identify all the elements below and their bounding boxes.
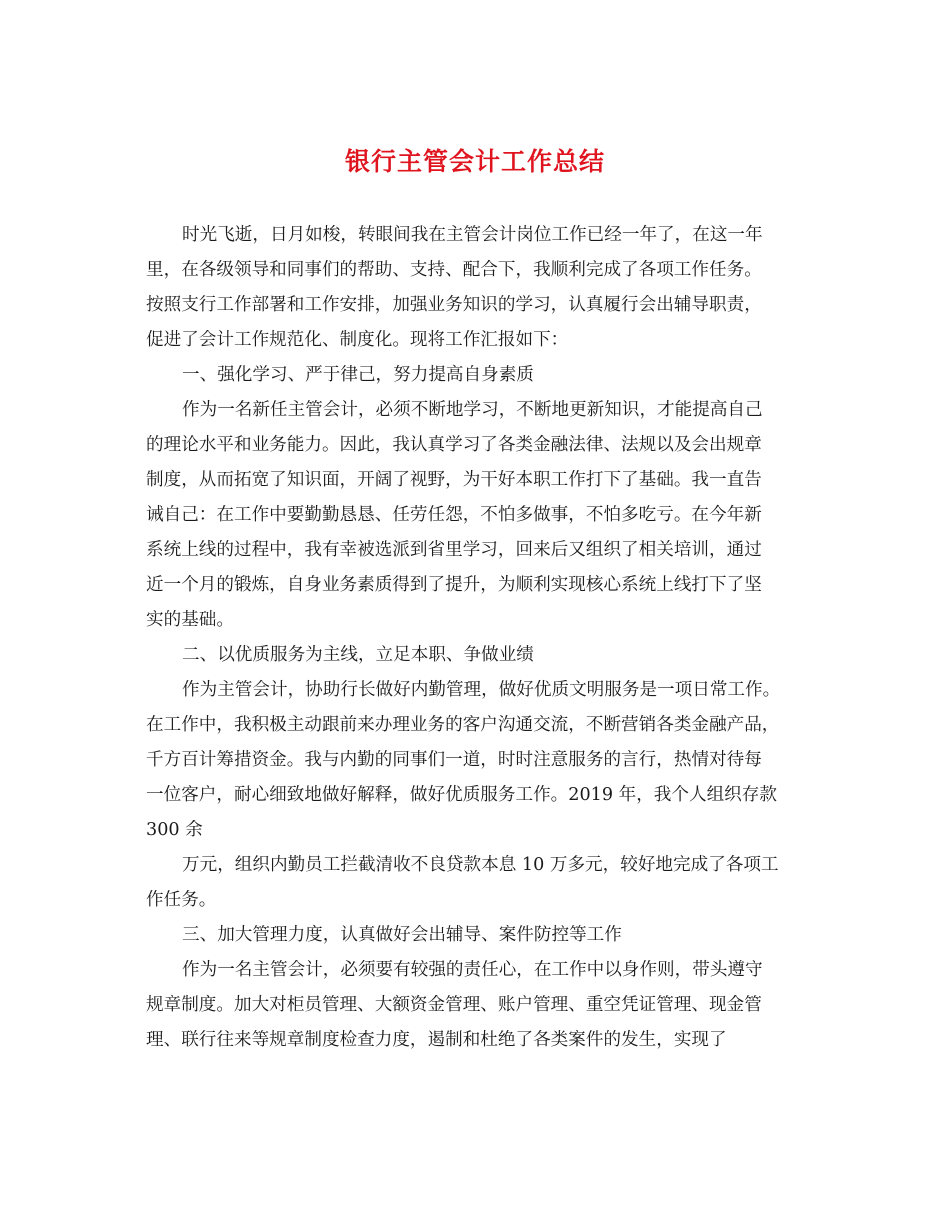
body-line: 作为主管会计，协助行长做好内勤管理，做好优质文明服务是一项日常工作。	[182, 680, 781, 700]
document-body	[146, 218, 816, 1058]
body-line: 一、强化学习、严于律己，努力提高自身素质	[182, 365, 534, 385]
body-line: 近一个月的锻炼，自身业务素质得到了提升，为顺利实现核心系统上线打下了坚	[146, 575, 762, 595]
body-line: 二、以优质服务为主线，立足本职、争做业绩	[182, 645, 534, 665]
body-line: 诫自己：在工作中要勤勤恳恳、任劳任怨，不怕多做事，不怕多吃亏。在今年新	[146, 505, 762, 525]
document-title: 银行主管会计工作总结	[344, 147, 605, 176]
body-line: 按照支行工作部署和工作安排，加强业务知识的学习，认真履行会出辅导职责，	[146, 295, 762, 315]
body-line: 一位客户，耐心细致地做好解释，做好优质服务工作。2019 年，我个人组织存款	[146, 785, 777, 805]
body-line: 促进了会计工作规范化、制度化。现将工作汇报如下：	[146, 330, 569, 350]
body-line: 制度，从而拓宽了知识面，开阔了视野，为干好本职工作打下了基础。我一直告	[146, 470, 762, 490]
body-line: 在工作中，我积极主动跟前来办理业务的客户沟通交流，不断营销各类金融产品，	[146, 715, 780, 735]
body-line: 里，在各级领导和同事们的帮助、支持、配合下，我顺利完成了各项工作任务。	[146, 260, 762, 280]
body-line: 作任务。	[146, 890, 217, 910]
body-line: 理、联行往来等规章制度检查力度，遏制和杜绝了各类案件的发生，实现了	[146, 1030, 727, 1050]
body-line: 万元，组织内勤员工拦截清收不良贷款本息 10 万多元，较好地完成了各项工	[182, 855, 779, 875]
body-line: 作为一名主管会计，必须要有较强的责任心，在工作中以身作则，带头遵守	[182, 960, 763, 980]
body-line: 时光飞逝，日月如梭，转眼间我在主管会计岗位工作已经一年了，在这一年	[182, 225, 763, 245]
body-line: 千方百计筹措资金。我与内勤的同事们一道，时时注意服务的言行，热情对待每	[146, 750, 762, 770]
body-line: 实的基础。	[146, 610, 234, 630]
body-line: 三、加大管理力度，认真做好会出辅导、案件防控等工作	[182, 925, 622, 945]
body-line: 作为一名新任主管会计，必须不断地学习，不断地更新知识，才能提高自己	[182, 400, 763, 420]
body-line: 的理论水平和业务能力。因此，我认真学习了各类金融法律、法规以及会出规章	[146, 435, 762, 455]
body-line: 规章制度。加大对柜员管理、大额资金管理、账户管理、重空凭证管理、现金管	[146, 995, 762, 1015]
body-line: 系统上线的过程中，我有幸被选派到省里学习，回来后又组织了相关培训，通过	[146, 540, 762, 560]
body-line: 300 余	[146, 820, 203, 840]
